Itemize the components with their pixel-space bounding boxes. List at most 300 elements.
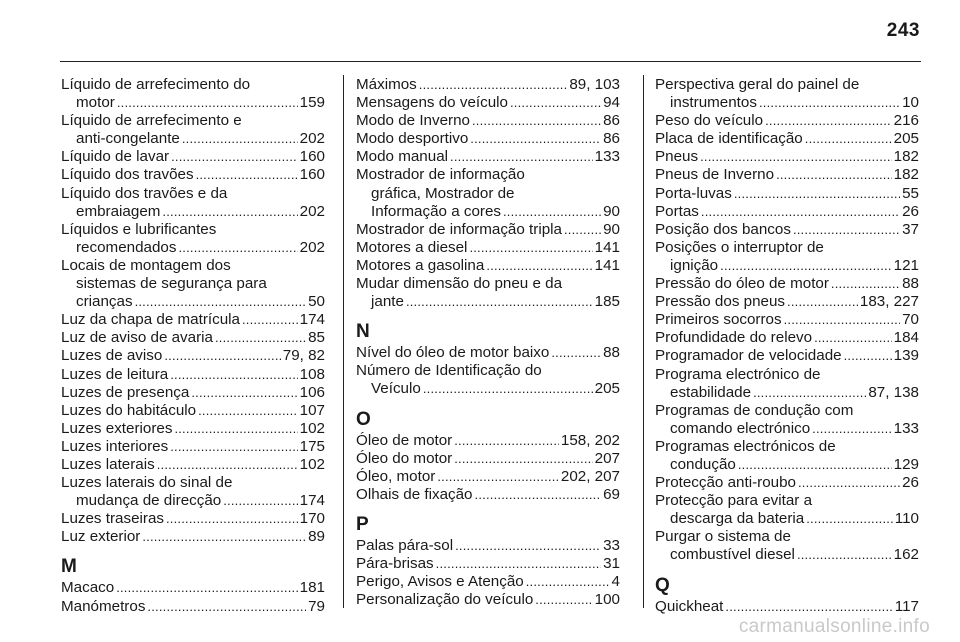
index-entry xyxy=(655,239,919,275)
index-page-ref: 86 xyxy=(603,112,620,130)
dot-leader xyxy=(182,130,298,148)
index-page-ref: 79 xyxy=(308,597,325,615)
index-entry-line xyxy=(356,130,620,148)
index-entry-line xyxy=(356,148,620,166)
index-entry-line xyxy=(356,537,620,555)
dot-leader xyxy=(526,573,610,591)
index-letter-heading: P xyxy=(356,513,369,535)
index-entry-line xyxy=(61,384,325,402)
dot-leader xyxy=(551,344,601,362)
dot-leader xyxy=(436,555,601,573)
index-entry-text: Luzes do habitáculo xyxy=(61,401,197,419)
dot-leader xyxy=(162,203,297,221)
index-entry-line xyxy=(655,598,919,616)
index-letter-heading: Q xyxy=(655,574,670,596)
index-page-ref: 162 xyxy=(893,546,919,564)
index-page-ref: 159 xyxy=(299,94,325,112)
dot-leader xyxy=(701,203,900,221)
index-entry-text: Pneus de Inverno xyxy=(655,166,775,184)
index-entry-text: Modo desportivo xyxy=(356,130,469,148)
index-entry-text: Motores a gasolina xyxy=(356,256,485,274)
index-entry-text: Óleo do motor xyxy=(356,449,453,467)
index-entry xyxy=(356,591,620,609)
index-entry-line xyxy=(61,366,325,384)
index-entry-line xyxy=(356,166,620,184)
index-entry-line xyxy=(655,402,919,420)
index-entry-line xyxy=(356,239,620,257)
index-page-ref: 33 xyxy=(603,536,620,554)
dot-leader xyxy=(469,239,592,257)
index-entry-line xyxy=(356,380,620,398)
index-entry-text: Luzes laterais do sinal de xyxy=(61,474,233,492)
index-entry xyxy=(655,76,919,112)
dot-leader xyxy=(164,347,280,365)
dot-leader xyxy=(450,148,593,166)
index-page-ref: 182 xyxy=(893,148,919,166)
index-entry-text: recomendados xyxy=(76,238,177,256)
index-entry xyxy=(61,402,325,420)
index-entry-line xyxy=(356,573,620,591)
index-entry xyxy=(356,112,620,130)
index-page-ref: 102 xyxy=(299,455,325,473)
index-entry xyxy=(61,257,325,311)
index-entry-text: Pressão dos pneus xyxy=(655,293,786,311)
index-entry-text: anti-congelante xyxy=(76,130,180,148)
index-entry xyxy=(356,166,620,220)
index-entry xyxy=(61,329,325,347)
index-entry-text: Pára-brisas xyxy=(356,554,434,572)
dot-leader xyxy=(437,468,559,486)
index-entry-text: Motores a diesel xyxy=(356,238,468,256)
index-page-ref: 141 xyxy=(594,256,620,274)
index-page-ref: 216 xyxy=(893,112,919,130)
index-page-ref: 50 xyxy=(308,293,325,311)
index-entry-text: Informação a cores xyxy=(371,202,501,220)
index-entry-line xyxy=(61,130,325,148)
index-page-ref: 26 xyxy=(902,474,919,492)
index-entry-text: Líquido de arrefecimento e xyxy=(61,112,242,130)
index-entry-line xyxy=(61,148,325,166)
index-entry-line xyxy=(655,528,919,546)
dot-leader xyxy=(191,384,297,402)
index-page-ref: 175 xyxy=(299,437,325,455)
index-entry-line xyxy=(655,221,919,239)
index-page-ref: 90 xyxy=(603,220,620,238)
index-entry-line xyxy=(356,555,620,573)
index-entry-text: Locais de montagem dos xyxy=(61,256,231,274)
index-entry xyxy=(61,528,325,546)
index-entry xyxy=(61,598,325,616)
index-entry-text: Programas de condução com xyxy=(655,401,854,419)
dot-leader xyxy=(725,598,892,616)
index-entry-line xyxy=(655,203,919,221)
index-page-ref: 202, 207 xyxy=(560,467,620,485)
index-entry-text: Peso do veículo xyxy=(655,112,764,130)
index-entry xyxy=(655,347,919,365)
index-page-ref: 31 xyxy=(603,554,620,572)
index-entry-line xyxy=(61,221,325,239)
index-page-ref: 70 xyxy=(902,311,919,329)
index-entry-text: Mostrador de informação xyxy=(356,166,525,184)
index-letter-heading: M xyxy=(61,556,77,578)
index-entry-text: Luz de aviso de avaria xyxy=(61,329,213,347)
index-entry-line xyxy=(61,492,325,510)
index-page-ref: 133 xyxy=(594,148,620,166)
index-page-ref: 174 xyxy=(299,492,325,510)
index-entry-text: Palas pára-sol xyxy=(356,536,454,554)
index-entry xyxy=(655,275,919,293)
index-entry xyxy=(61,366,325,384)
index-entry-line xyxy=(655,546,919,564)
index-entry-line xyxy=(356,257,620,275)
index-entry-text: Mensagens do veículo xyxy=(356,94,508,112)
index-entry-line xyxy=(356,221,620,239)
index-entry xyxy=(61,347,325,365)
index-entry-line xyxy=(356,344,620,362)
dot-leader xyxy=(720,257,892,275)
dot-leader xyxy=(454,450,592,468)
index-page-ref: 174 xyxy=(299,311,325,329)
column-divider-1 xyxy=(343,75,344,608)
index-entry-line xyxy=(61,420,325,438)
index-entry-line xyxy=(61,76,325,94)
index-entry xyxy=(655,329,919,347)
index-page-ref: 88 xyxy=(603,344,620,362)
index-entry-line xyxy=(655,94,919,112)
dot-leader xyxy=(470,130,601,148)
index-entry-text: Líquidos e lubrificantes xyxy=(61,220,217,238)
index-page-ref: 88 xyxy=(902,275,919,293)
index-entry-line xyxy=(356,293,620,311)
index-entry-line xyxy=(356,362,620,380)
dot-leader xyxy=(475,486,602,504)
index-entry-line xyxy=(61,438,325,456)
index-entry-line xyxy=(356,432,620,450)
index-entry-text: Personalização do veículo xyxy=(356,591,534,609)
index-entry-text: estabilidade xyxy=(670,383,752,401)
index-entry-line xyxy=(655,257,919,275)
index-entry-text: Programa electrónico de xyxy=(655,365,821,383)
index-entry-text: embraiagem xyxy=(76,202,161,220)
index-page-ref: 100 xyxy=(594,591,620,609)
index-letter-heading: O xyxy=(356,408,371,430)
index-entry-line xyxy=(61,579,325,597)
index-entry-line xyxy=(655,492,919,510)
index-entry xyxy=(61,221,325,257)
index-entry-line xyxy=(356,468,620,486)
index-entry-line xyxy=(356,450,620,468)
index-entry-line xyxy=(655,510,919,528)
index-entry-text: descarga da bateria xyxy=(670,510,805,528)
index-entry-text: Luzes de leitura xyxy=(61,365,169,383)
index-page-ref: 183, 227 xyxy=(859,293,919,311)
index-entry-text: Macaco xyxy=(61,579,115,597)
index-entry-line xyxy=(655,311,919,329)
dot-leader xyxy=(814,329,892,347)
index-entry xyxy=(655,293,919,311)
index-entry xyxy=(61,510,325,528)
index-entry-line xyxy=(61,402,325,420)
index-entry-line xyxy=(61,112,325,130)
dot-leader xyxy=(215,329,306,347)
index-page-ref: 90 xyxy=(603,202,620,220)
index-entry xyxy=(61,311,325,329)
dot-leader xyxy=(454,432,559,450)
page-number: 243 xyxy=(886,20,920,41)
dot-leader xyxy=(503,203,601,221)
dot-leader xyxy=(147,598,306,616)
index-page-ref: 170 xyxy=(299,510,325,528)
dot-leader xyxy=(166,510,298,528)
dot-leader xyxy=(793,221,900,239)
index-entry-line xyxy=(61,293,325,311)
index-entry xyxy=(356,486,620,504)
index-entry-line xyxy=(61,528,325,546)
index-entry-line xyxy=(61,166,325,184)
index-entry-line xyxy=(61,474,325,492)
dot-leader xyxy=(170,366,297,384)
index-entry xyxy=(356,468,620,486)
index-entry-text: ignição xyxy=(670,256,719,274)
index-entry-line xyxy=(655,166,919,184)
index-entry-line xyxy=(61,510,325,528)
index-entry-text: Perspectiva geral do painel de xyxy=(655,76,860,93)
index-column-3 xyxy=(655,76,919,616)
index-entry-line xyxy=(655,293,919,311)
dot-leader xyxy=(787,293,858,311)
index-entry xyxy=(61,456,325,474)
dot-leader xyxy=(831,275,900,293)
index-page-ref: 69 xyxy=(603,485,620,503)
index-entry-text: crianças xyxy=(76,293,133,311)
index-entry-line xyxy=(655,130,919,148)
dot-leader xyxy=(142,528,306,546)
index-entry-line xyxy=(61,598,325,616)
dot-leader xyxy=(510,94,601,112)
index-page-ref: 110 xyxy=(894,510,919,528)
index-entry-text: Protecção anti-roubo xyxy=(655,474,796,492)
index-entry-text: Luzes exteriores xyxy=(61,419,173,437)
dot-leader xyxy=(798,474,900,492)
index-page-ref: 129 xyxy=(893,455,919,473)
index-entry xyxy=(655,130,919,148)
dot-leader xyxy=(419,76,568,94)
dot-leader xyxy=(196,166,298,184)
index-entry-text: Modo manual xyxy=(356,148,449,166)
index-entry-text: instrumentos xyxy=(670,94,757,112)
dot-leader xyxy=(564,221,601,239)
index-entry-text: Líquido de lavar xyxy=(61,148,170,166)
index-entry xyxy=(61,185,325,221)
index-page-ref: 181 xyxy=(299,579,325,597)
index-page-ref: 141 xyxy=(594,238,620,256)
dot-leader xyxy=(797,546,892,564)
index-entry-text: Modo de Inverno xyxy=(356,112,470,130)
index-entry xyxy=(61,420,325,438)
index-entry-text: Programador de velocidade xyxy=(655,347,842,365)
index-entry-text: Máximos xyxy=(356,76,417,93)
index-page-ref: 4 xyxy=(611,573,620,591)
index-entry-text: Protecção para evitar a xyxy=(655,492,813,510)
index-entry xyxy=(655,203,919,221)
dot-leader xyxy=(157,456,298,474)
index-entry-text: Programas electrónicos de xyxy=(655,437,836,455)
dot-leader xyxy=(700,148,892,166)
index-page-ref: 207 xyxy=(594,449,620,467)
index-entry xyxy=(356,130,620,148)
index-entry xyxy=(356,450,620,468)
index-entry xyxy=(655,112,919,130)
index-entry-line xyxy=(655,384,919,402)
index-entry xyxy=(655,402,919,438)
index-entry-text: Placa de identificação xyxy=(655,130,803,148)
index-entry-text: Líquido de arrefecimento do xyxy=(61,76,251,93)
dot-leader xyxy=(174,420,297,438)
index-entry-text: Luzes interiores xyxy=(61,437,169,455)
index-entry xyxy=(356,362,620,398)
index-entry-line xyxy=(61,456,325,474)
index-entry-line xyxy=(655,185,919,203)
index-entry-text: Quickheat xyxy=(655,597,724,615)
index-entry xyxy=(61,148,325,166)
index-entry-line xyxy=(61,239,325,257)
index-entry-line xyxy=(356,275,620,293)
index-entry-text: Primeiros socorros xyxy=(655,311,782,329)
index-entry-line xyxy=(61,275,325,293)
index-letter-heading: N xyxy=(356,321,370,343)
dot-leader xyxy=(734,185,900,203)
dot-leader xyxy=(806,510,893,528)
index-entry-line xyxy=(356,486,620,504)
index-entry-text: Luzes traseiras xyxy=(61,510,164,528)
index-page-ref: 202 xyxy=(299,202,325,220)
index-entry xyxy=(356,257,620,275)
index-page-ref: 202 xyxy=(299,238,325,256)
index-page-ref: 89 xyxy=(308,528,325,546)
index-entry-line xyxy=(356,591,620,609)
index-entry-text: combustível diesel xyxy=(670,546,795,564)
index-entry xyxy=(356,537,620,555)
index-entry-text: Luzes laterais xyxy=(61,455,155,473)
index-entry-text: Olhais de fixação xyxy=(356,485,473,503)
index-entry xyxy=(356,432,620,450)
index-entry-text: Luz da chapa de matrícula xyxy=(61,311,240,329)
dot-leader xyxy=(765,112,892,130)
dot-leader xyxy=(116,579,297,597)
index-entry-text: jante xyxy=(371,293,404,311)
index-entry-text: Perigo, Avisos e Atenção xyxy=(356,573,524,591)
index-entry xyxy=(356,221,620,239)
dot-leader xyxy=(135,293,307,311)
index-page-ref: 158, 202 xyxy=(560,431,620,449)
index-entry-line xyxy=(655,456,919,474)
index-entry-line xyxy=(356,185,620,203)
dot-leader xyxy=(812,420,892,438)
header-rule xyxy=(60,61,921,62)
index-entry xyxy=(655,474,919,492)
index-entry-line xyxy=(61,329,325,347)
index-entry-line xyxy=(356,76,620,94)
index-entry xyxy=(61,384,325,402)
dot-leader xyxy=(759,94,900,112)
index-page-ref: 107 xyxy=(299,401,325,419)
index-entry-text: gráfica, Mostrador de xyxy=(371,184,515,202)
index-entry-text: motor xyxy=(76,94,115,112)
dot-leader xyxy=(423,380,593,398)
dot-leader xyxy=(223,492,297,510)
index-entry-text: Purgar o sistema de xyxy=(655,528,791,546)
index-entry-line xyxy=(61,311,325,329)
index-page-ref: 87, 138 xyxy=(868,383,919,401)
index-entry xyxy=(61,579,325,597)
index-entry xyxy=(655,492,919,528)
index-entry xyxy=(61,166,325,184)
index-page-ref: 121 xyxy=(893,256,919,274)
index-entry xyxy=(61,474,325,510)
dot-leader xyxy=(776,166,892,184)
index-entry xyxy=(655,221,919,239)
index-entry-text: Número de Identificação do xyxy=(356,362,542,380)
index-entry-text: Posições o interruptor de xyxy=(655,238,824,256)
dot-leader xyxy=(117,94,298,112)
index-entry xyxy=(356,573,620,591)
index-entry xyxy=(356,94,620,112)
dot-leader xyxy=(242,311,298,329)
dot-leader xyxy=(170,438,297,456)
index-entry-text: Mostrador de informação tripla xyxy=(356,220,562,238)
dot-leader xyxy=(535,591,592,609)
index-page-ref: 160 xyxy=(299,166,325,184)
index-entry-line xyxy=(655,275,919,293)
index-column-1 xyxy=(61,76,325,616)
index-entry xyxy=(655,438,919,474)
dot-leader xyxy=(455,537,601,555)
index-entry-line xyxy=(61,347,325,365)
index-entry-text: Pressão do óleo de motor xyxy=(655,275,829,293)
index-page-ref: 55 xyxy=(902,184,919,202)
index-page-ref: 89, 103 xyxy=(569,76,620,93)
index-page-ref: 202 xyxy=(299,130,325,148)
index-entry-text: Óleo, motor xyxy=(356,467,436,485)
index-page-ref: 86 xyxy=(603,130,620,148)
index-entry-text: Luzes de aviso xyxy=(61,347,163,365)
index-page-ref: 102 xyxy=(299,419,325,437)
dot-leader xyxy=(738,456,892,474)
watermark: carmanualsonline.info xyxy=(738,616,930,637)
index-entry-text: Porta-luvas xyxy=(655,184,732,202)
index-entry xyxy=(61,438,325,456)
index-entry xyxy=(655,311,919,329)
index-entry-text: Óleo de motor xyxy=(356,431,453,449)
index-page-ref: 117 xyxy=(894,597,919,615)
index-page-ref: 182 xyxy=(893,166,919,184)
index-entry xyxy=(655,185,919,203)
index-entry xyxy=(356,555,620,573)
index-entry-text: Posição dos bancos xyxy=(655,220,791,238)
index-page-ref: 205 xyxy=(893,130,919,148)
dot-leader xyxy=(805,130,892,148)
index-page-ref: 106 xyxy=(299,383,325,401)
index-entry-text: Líquido dos travões e da xyxy=(61,184,228,202)
index-entry-text: mudança de direcção xyxy=(76,492,222,510)
dot-leader xyxy=(784,311,901,329)
column-divider-2 xyxy=(643,75,644,608)
index-entry-text: comando electrónico xyxy=(670,419,811,437)
index-entry-text: condução xyxy=(670,455,736,473)
index-entry-line xyxy=(356,203,620,221)
index-entry-line xyxy=(655,438,919,456)
index-entry-line xyxy=(356,94,620,112)
